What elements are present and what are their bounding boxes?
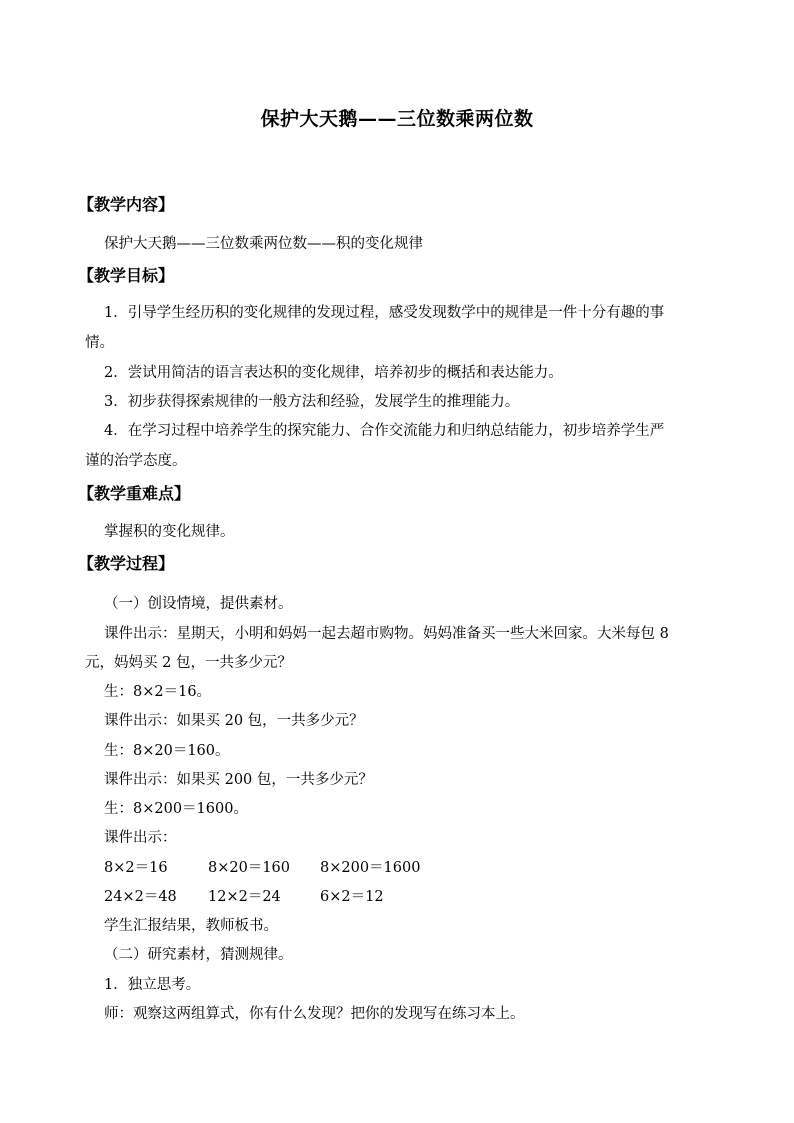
process-after-3: 1．独立思考。 <box>104 977 201 993</box>
process-line-2: 课件出示：星期天，小明和妈妈一起去超市购物。妈妈准备买一些大米回家。大米每包 8 <box>104 626 669 642</box>
process-line-7: 课件出示：如果买 200 包，一共多少元？ <box>104 772 373 788</box>
process-line-9: 课件出示： <box>104 830 177 846</box>
calc-cell: 12×2＝24 <box>208 889 281 905</box>
process-after-1: 学生汇报结果，教师板书。 <box>104 918 278 934</box>
process-line-4: 生：8×2＝16。 <box>104 684 212 700</box>
heading-key-points: 【教学重难点】 <box>78 484 191 503</box>
content-text: 保护大天鹅——三位数乘两位数——积的变化规律 <box>104 236 423 252</box>
heading-goals: 【教学目标】 <box>78 266 175 285</box>
process-line-1: （一）创设情境，提供素材。 <box>104 596 293 612</box>
calc-cell: 24×2＝48 <box>104 889 177 905</box>
document-title: 保护大天鹅——三位数乘两位数 <box>260 108 534 130</box>
process-line-8: 生：8×200＝1600。 <box>104 801 248 817</box>
process-line-6: 生：8×20＝160。 <box>104 743 230 759</box>
goal-item-1-cont: 情。 <box>85 335 114 351</box>
process-line-3: 元，妈妈买 2 包，一共多少元？ <box>85 655 292 671</box>
calc-cell: 6×2＝12 <box>320 889 384 905</box>
calc-cell: 8×2＝16 <box>104 860 168 876</box>
heading-process: 【教学过程】 <box>78 554 175 573</box>
key-points-text: 掌握积的变化规律。 <box>104 524 235 540</box>
process-after-2: （二）研究素材，猜测规律。 <box>104 947 293 963</box>
goal-item-2: 2．尝试用简洁的语言表达积的变化规律，培养初步的概括和表达能力。 <box>104 365 563 381</box>
process-after-4: 师：观察这两组算式，你有什么发现？把你的发现写在练习本上。 <box>104 1006 525 1022</box>
calc-cell: 8×200＝1600 <box>320 860 421 876</box>
goal-item-4-cont: 谨的治学态度。 <box>85 453 187 469</box>
goal-item-3: 3．初步获得探索规律的一般方法和经验，发展学生的推理能力。 <box>104 394 520 410</box>
goal-item-4: 4．在学习过程中培养学生的探究能力、合作交流能力和归纳总结能力，初步培养学生严 <box>104 423 665 439</box>
process-line-5: 课件出示：如果买 20 包，一共多少元？ <box>104 713 364 729</box>
calc-cell: 8×20＝160 <box>208 860 291 876</box>
goal-item-1: 1．引导学生经历积的变化规律的发现过程，感受发现数学中的规律是一件十分有趣的事 <box>104 305 665 321</box>
heading-content: 【教学内容】 <box>78 195 175 214</box>
